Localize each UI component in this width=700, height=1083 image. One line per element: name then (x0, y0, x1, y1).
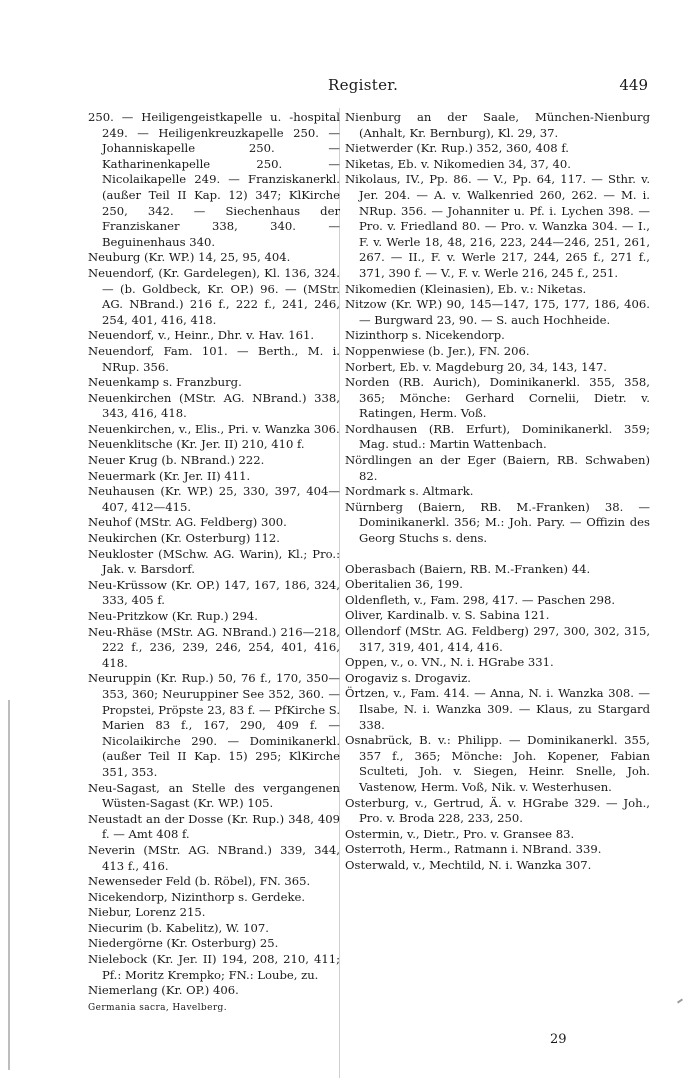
index-entry: Neuenkirchen (MStr. AG. NBrand.) 338, 343, 416, 418. (88, 390, 340, 421)
index-entry: Neuhausen (Kr. WP.) 25, 330, 397, 404—407, 412—415. (88, 484, 340, 514)
index-entry: Nikolaus, IV., Pp. 86. — V., Pp. 64, 117. — Sthr. v. Jer. 204. — A. v. Walkenried 260, 262. — M. i. NRup. 356. — Johanniter u. Pf. i. Lychen 398. — Pro. v. Friedland 80. — Pro. v. Wanzka 304. — I., F. v. Werle 18, 48, 216, 223, 244—246, 251, 261, 267. — II., F. v. Werle 217, 244, 265 f., 271 f., 371, 390 f. — V., F. v. Werle 216, 245 f., 251. (345, 172, 650, 280)
index-entry: Osterroth, Herm., Ratmann i. NBrand. 339. (345, 842, 602, 857)
index-entry: Oldenfleth, v., Fam. 298, 417. — Paschen 298. (345, 592, 616, 607)
index-entry: Ostermin, v., Dietr., Pro. v. Gransee 83. (345, 826, 575, 841)
index-entry: Oppen, v., o. VN., N. i. HGrabe 331. (345, 655, 554, 670)
index-entry: Örtzen, v., Fam. 414. — Anna, N. i. Wanzka 308. — Ilsabe, N. i. Wanzka 309. — Klaus, zu Stargard 338. (345, 686, 650, 732)
index-entry: Neuer Krug (b. NBrand.) 222. (88, 453, 265, 468)
index-entry: Ollendorf (MStr. AG. Feldberg) 297, 300, 302, 315, 317, 319, 401, 414, 416. (345, 624, 650, 654)
index-entry: Niemerlang (Kr. OP.) 406. (88, 983, 239, 998)
index-entry: Noppenwiese (b. Jer.), FN. 206. (345, 343, 530, 358)
index-entry: Nitzow (Kr. WP.) 90, 145—147, 175, 177, 186, 406. — Burgward 23, 90. — S. auch Hochheide. (345, 297, 650, 327)
index-entry: Orogaviz s. Drogaviz. (345, 670, 471, 685)
index-entry: Niecurim (b. Kabelitz), W. 107. (88, 920, 269, 935)
index-entry: Neuendorf, v., Heinr., Dhr. v. Hav. 161. (88, 328, 315, 343)
index-entry: Nordhausen (RB. Erfurt), Dominikanerkl. 359; Mag. stud.: Martin Wattenbach. (345, 421, 650, 452)
page-header (88, 76, 648, 96)
index-entry: Nikomedien (Kleinasien), Eb. v.: Niketas. (345, 281, 587, 296)
index-entry: Neuenkamp s. Franzburg. (88, 375, 242, 390)
index-entry: Neuenkirchen, v., Elis., Pri. v. Wanzka 306. (88, 421, 340, 436)
index-entry: Nördlingen an der Eger (Baiern, RB. Schwaben) 82. (345, 453, 650, 483)
index-entry: Osterwald, v., Mechtild, N. i. Wanzka 307. (345, 857, 592, 872)
index-entry: Nizinthorp s. Nicekendorp. (345, 328, 505, 343)
index-entry: Nürnberg (Baiern, RB. M.-Franken) 38. — Dominikanerkl. 356; M.: Joh. Pary. — Offizin des Georg Stuchs s. dens. (345, 499, 650, 546)
page-number: 449 (619, 76, 648, 94)
index-entry: Osterburg, v., Gertrud, Ä. v. HGrabe 329. — Joh., Pro. v. Broda 228, 233, 250. (345, 795, 650, 826)
index-entry: Neu-Krüssow (Kr. OP.) 147, 167, 186, 324, 333, 405 f. (88, 577, 340, 608)
index-entry: Oliver, Kardinalb. v. S. Sabina 121. (345, 608, 550, 623)
index-entry: Nielebock (Kr. Jer. II) 194, 208, 210, 411; Pf.: Moritz Krempko; FN.: Loube, zu. (88, 952, 340, 982)
index-entry: Nienburg an der Saale, München-Nienburg (Anhalt, Kr. Bernburg), Kl. 29, 37. (345, 110, 650, 140)
index-entry: Oberitalien 36, 199. (345, 577, 463, 592)
index-entry: Neu-Rhäse (MStr. AG. NBrand.) 216—218, 222 f., 236, 239, 246, 254, 401, 416, 418. (88, 624, 340, 670)
index-entry: Neuendorf, Fam. 101. — Berth., M. i. NRup. 356. (88, 343, 340, 374)
index-entry: Norden (RB. Aurich), Dominikanerkl. 355, 358, 365; Mönche: Gerhard Cornelii, Dietr. v. Ratingen, Herm. Voß. (345, 375, 650, 421)
index-entry: Neu-Sagast, an Stelle des vergangenen Wüsten-Sagast (Kr. WP.) 105. (88, 780, 340, 811)
index-entry: Neverin (MStr. AG. NBrand.) 339, 344, 413 f., 416. (88, 842, 340, 873)
left-column (88, 110, 340, 1016)
index-entry: 250. — Heiligengeistkapelle u. -hospital 249. — Heiligenkreuzkapelle 250. — Johanniskapelle 250. — Katharinenkapelle 250. — Nicolaikapelle 249. — Franziskanerkl. (außer Teil II Kap. 12) 347; KlKirche 250, 342. — Siechenhaus der Franziskaner 338, 340. — Beguinenhaus 340. (88, 110, 340, 249)
index-entry: Niedergörne (Kr. Osterburg) 25. (88, 936, 279, 951)
index-entry: Nicekendorp, Nizinthorp s. Gerdeke. (88, 889, 306, 904)
index-entry: Nietwerder (Kr. Rup.) 352, 360, 408 f. (345, 141, 569, 156)
index-entry: Neukirchen (Kr. Osterburg) 112. (88, 531, 280, 546)
index-entry: Neuhof (MStr. AG. Feldberg) 300. (88, 515, 287, 530)
index-entry: Neukloster (MSchw. AG. Warin), Kl.; Pro.: Jak. v. Barsdorf. (88, 546, 340, 577)
index-entry: Neu-Pritzkow (Kr. Rup.) 294. (88, 609, 258, 623)
index-entry: Nordmark s. Altmark. (345, 484, 474, 499)
footer-signature: Germania sacra, Havelberg. (88, 1002, 227, 1013)
index-entry: Neuermark (Kr. Jer. II) 411. (88, 468, 251, 483)
pencil-mark (677, 998, 683, 1003)
index-entry: Oberasbach (Baiern, RB. M.-Franken) 44. (345, 561, 591, 576)
index-entry: Neuburg (Kr. WP.) 14, 25, 95, 404. (88, 250, 291, 265)
page-title: Register. (328, 76, 399, 94)
sheet-signature: 29 (550, 1032, 567, 1047)
right-column (345, 110, 650, 874)
index-entry: Norbert, Eb. v. Magdeburg 20, 34, 143, 147. (345, 359, 607, 374)
index-entry: Neuendorf, (Kr. Gardelegen), Kl. 136, 324. — (b. Goldbeck, Kr. OP.) 96. — (MStr. AG. NBrand.) 216 f., 222 f., 241, 246, 254, 401, 416, 418. (88, 265, 340, 327)
index-entry: Niebur, Lorenz 215. (88, 905, 206, 920)
scan-margin-line (8, 700, 10, 1070)
letter-section-gap (345, 547, 650, 562)
index-entry: Osnabrück, B. v.: Philipp. — Dominikanerkl. 355, 357 f., 365; Mönche: Joh. Kopener, Fabian Sculteti, Joh. v. Siegen, Heinr. Snelle, Joh. Vastenow, Herm. Voß, Nik. v. Westerhusen. (345, 733, 650, 794)
index-entry: Neustadt an der Dosse (Kr. Rup.) 348, 409 f. — Amt 408 f. (88, 811, 340, 842)
index-entry: Neuenklitsche (Kr. Jer. II) 210, 410 f. (88, 437, 305, 452)
index-entry: Newenseder Feld (b. Röbel), FN. 365. (88, 874, 311, 889)
index-entry: Neuruppin (Kr. Rup.) 50, 76 f., 170, 350—353, 360; Neuruppiner See 352, 360. — Propstei, Pröpste 23, 83 f. — PfKirche S. Marien 83 f., 167, 290, 409 f. — Nicolaikirche 290. — Dominikanerkl. (außer Teil II Kap. 15) 295; KlKirche 351, 353. (88, 671, 341, 779)
index-entry: Niketas, Eb. v. Nikomedien 34, 37, 40. (345, 156, 571, 171)
